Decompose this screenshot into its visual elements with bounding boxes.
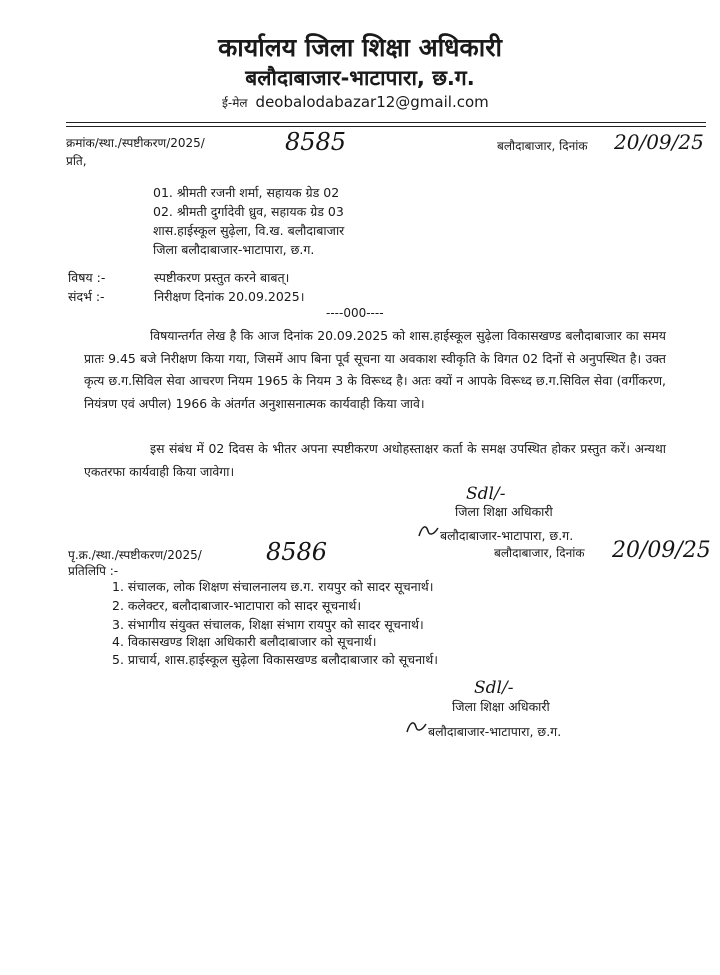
copy-list-item: 3. संभागीय संयुक्त संचालक, शिक्षा संभाग रायपुर को सादर सूचनार्थ। <box>112 617 424 632</box>
initial-stroke-icon <box>416 522 440 540</box>
recipient-line: 02. श्रीमती दुर्गादेवी ध्रुव, सहायक ग्रेड 03 <box>153 204 344 219</box>
body-paragraph-2: इस संबंध में 02 दिवस के भीतर अपना स्पष्टीकरण अधोहस्ताक्षर कर्ता के समक्ष उपस्थित होकर प्रस्तुत करें। अन्यथा एकतरफा कार्यवाही किया जावेगा। <box>84 441 666 479</box>
subject-label: विषय :- <box>68 270 106 285</box>
reference-label: संदर्भ :- <box>68 289 105 304</box>
place-date-label: बलौदाबाजार, दिनांक <box>497 139 588 153</box>
copy-number-handwritten: 8586 <box>266 538 328 566</box>
order-ref-prefix: क्रमांक/स्था./स्पष्टीकरण/2025/ <box>66 136 205 150</box>
copy-date-handwritten: 20/09/25 <box>612 538 711 563</box>
signature-mark: Sdl/- <box>474 678 514 698</box>
copy-list-item: 1. संचालक, लोक शिक्षण संचालनालय छ.ग. रायपुर को सादर सूचनार्थ। <box>112 579 434 594</box>
signature-place-text: बलौदाबाजार-भाटापारा, छ.ग. <box>440 528 574 543</box>
copy-list-item: 2. कलेक्टर, बलौदाबाजार-भाटापारा को सादर सूचनार्थ। <box>112 598 362 613</box>
recipient-line: जिला बलौदाबाजार-भाटापारा, छ.ग. <box>153 242 315 257</box>
office-title: कार्यालय जिला शिक्षा अधिकारी <box>218 33 502 62</box>
signature-place-text: बलौदाबाजार-भाटापारा, छ.ग. <box>428 724 562 739</box>
email-row <box>222 93 489 111</box>
recipient-line: शास.हाईस्कूल सुढ़ेला, वि.ख. बलौदाबाजार <box>153 223 345 238</box>
reference-text: निरीक्षण दिनांक 20.09.2025। <box>154 289 305 304</box>
copy-label: प्रतिलिपि :- <box>68 564 119 578</box>
body-paragraph-1: विषयान्तर्गत लेख है कि आज दिनांक 20.09.2025 को शास.हाईस्कूल सुढ़ेला विकासखण्ड बलौदाबाजार का समय प्रातः 9.45 बजे निरीक्षण किया गया, जिसमें आप बिना पूर्व सूचना या अवकाश स्वीकृति के विगत 02 दिनों से अनुपस्थित है। उक्त कृत्य छ.ग.सिविल सेवा आचरण नियम 1965 के नियम 3 के विरूध्द है। अतः क्यों न आपके विरूध्द छ.ग.सिविल सेवा (वर्गीकरण, नियंत्रण एवं अपील) 1966 के अंतर्गत अनुशासनात्मक कार्यवाही किया जावे। <box>84 328 666 411</box>
initial-stroke-icon <box>404 718 428 736</box>
signature-mark: Sdl/- <box>466 484 506 504</box>
copy-ref-prefix: पृ.क्र./स्था./स्पष्टीकरण/2025/ <box>68 548 202 562</box>
email-label: ई-मेल <box>222 96 248 110</box>
subject-text: स्पष्टीकरण प्रस्तुत करने बाबत्। <box>154 270 290 285</box>
signature-place <box>416 522 573 544</box>
copy-list-item: 5. प्राचार्य, शास.हाईस्कूल सुढ़ेला विकासखण्ड बलौदाबाजार को सूचनार्थ। <box>112 652 438 667</box>
signature-place <box>404 718 561 740</box>
signature-designation: जिला शिक्षा अधिकारी <box>455 504 553 519</box>
separator: ----000---- <box>326 306 384 320</box>
copy-place-date-label: बलौदाबाजार, दिनांक <box>494 546 585 560</box>
signature-designation: जिला शिक्षा अधिकारी <box>452 699 550 714</box>
order-number-handwritten: 8585 <box>285 128 347 156</box>
header-rule-bottom <box>66 126 706 127</box>
copy-list-item: 4. विकासखण्ड शिक्षा अधिकारी बलौदाबाजार को सूचनार्थ। <box>112 634 377 649</box>
order-date-handwritten: 20/09/25 <box>614 130 704 154</box>
header-rule-top <box>66 122 706 123</box>
office-location: बलौदाबाजार-भाटापारा, छ.ग. <box>245 66 475 90</box>
to-label: प्रति, <box>66 154 87 168</box>
recipient-line: 01. श्रीमती रजनी शर्मा, सहायक ग्रेड 02 <box>153 185 340 200</box>
email-address: deobalodabazar12@gmail.com <box>255 93 489 111</box>
